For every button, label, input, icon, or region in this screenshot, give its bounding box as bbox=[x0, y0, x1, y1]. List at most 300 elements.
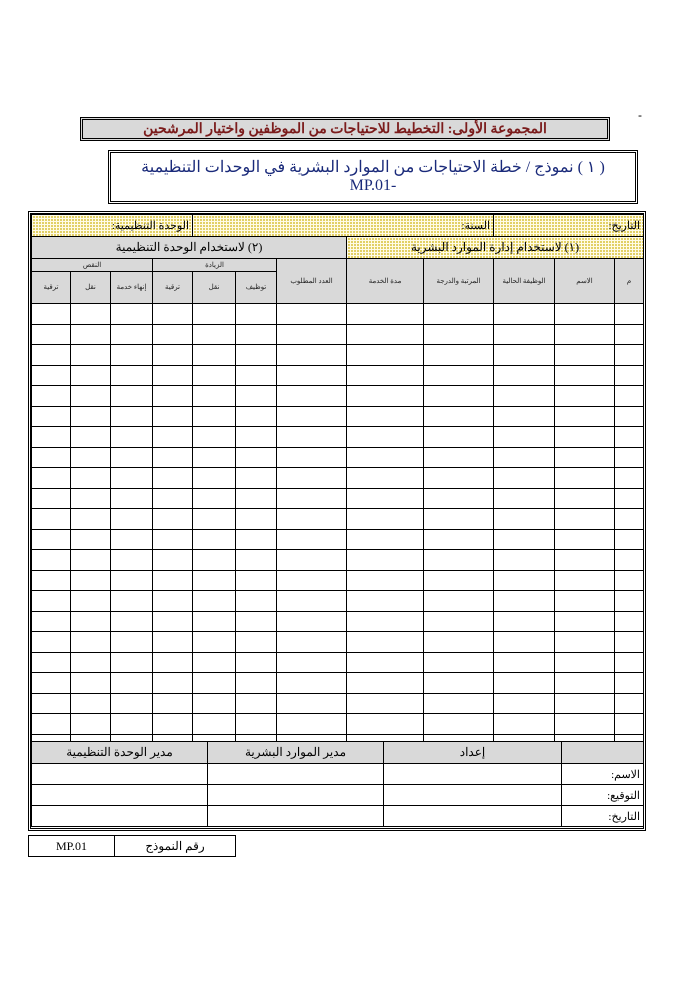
table-cell[interactable] bbox=[494, 386, 555, 407]
table-cell[interactable] bbox=[347, 570, 424, 591]
signature-cell[interactable] bbox=[32, 764, 208, 785]
table-cell[interactable] bbox=[153, 345, 193, 366]
table-cell[interactable] bbox=[193, 427, 236, 448]
table-cell[interactable] bbox=[424, 714, 494, 735]
table-cell[interactable] bbox=[494, 304, 555, 325]
table-cell[interactable] bbox=[347, 427, 424, 448]
table-cell[interactable] bbox=[277, 488, 347, 509]
unit-manager-header: مدير الوحدة التنظيمية bbox=[32, 742, 208, 764]
table-cell[interactable] bbox=[71, 304, 111, 325]
table-cell[interactable] bbox=[347, 509, 424, 530]
table-cell[interactable] bbox=[111, 570, 153, 591]
hire-header: توظيف bbox=[236, 272, 277, 304]
table-cell[interactable] bbox=[111, 324, 153, 345]
table-cell[interactable] bbox=[277, 570, 347, 591]
table-cell[interactable] bbox=[277, 550, 347, 571]
table-cell[interactable] bbox=[236, 591, 277, 612]
table-cell[interactable] bbox=[494, 406, 555, 427]
table-cell[interactable] bbox=[32, 345, 71, 366]
table-cell[interactable] bbox=[32, 529, 71, 550]
table-cell[interactable] bbox=[193, 324, 236, 345]
requirements-table bbox=[31, 214, 644, 755]
table-cell[interactable] bbox=[494, 488, 555, 509]
table-cell[interactable] bbox=[424, 468, 494, 489]
table-cell[interactable] bbox=[555, 345, 615, 366]
table-cell[interactable] bbox=[153, 693, 193, 714]
table-cell[interactable] bbox=[277, 509, 347, 530]
table-cell[interactable] bbox=[111, 673, 153, 694]
corner-dash: - bbox=[638, 108, 642, 122]
signature-cell[interactable] bbox=[208, 785, 384, 806]
table-cell[interactable] bbox=[494, 652, 555, 673]
table-cell[interactable] bbox=[153, 632, 193, 653]
table-cell[interactable] bbox=[32, 468, 71, 489]
table-cell[interactable] bbox=[32, 386, 71, 407]
table-row bbox=[32, 488, 644, 509]
table-cell[interactable] bbox=[111, 447, 153, 468]
table-cell[interactable] bbox=[111, 714, 153, 735]
table-cell[interactable] bbox=[236, 693, 277, 714]
table-row bbox=[32, 693, 644, 714]
table-cell[interactable] bbox=[71, 550, 111, 571]
table-cell[interactable] bbox=[277, 386, 347, 407]
table-cell[interactable] bbox=[347, 611, 424, 632]
table-cell[interactable] bbox=[424, 304, 494, 325]
table-cell[interactable] bbox=[193, 406, 236, 427]
year-field[interactable]: السنة: bbox=[193, 215, 494, 237]
table-cell[interactable] bbox=[615, 591, 644, 612]
table-cell[interactable] bbox=[236, 304, 277, 325]
table-cell[interactable] bbox=[111, 468, 153, 489]
table-cell[interactable] bbox=[347, 714, 424, 735]
table-cell[interactable] bbox=[277, 529, 347, 550]
table-cell[interactable] bbox=[424, 324, 494, 345]
name-label: الاسم: bbox=[562, 764, 644, 785]
table-cell[interactable] bbox=[615, 673, 644, 694]
table-row bbox=[32, 509, 644, 530]
table-cell[interactable] bbox=[236, 652, 277, 673]
table-cell[interactable] bbox=[71, 468, 111, 489]
table-cell[interactable] bbox=[236, 529, 277, 550]
table-cell[interactable] bbox=[193, 468, 236, 489]
table-cell[interactable] bbox=[555, 550, 615, 571]
table-cell[interactable] bbox=[277, 324, 347, 345]
table-cell[interactable] bbox=[615, 509, 644, 530]
table-cell[interactable] bbox=[193, 488, 236, 509]
increase-promotion-header: ترقية bbox=[153, 272, 193, 304]
header-row-1 bbox=[32, 259, 644, 272]
table-cell[interactable] bbox=[236, 488, 277, 509]
table-cell[interactable] bbox=[236, 365, 277, 386]
decrease-transfer-header: نقل bbox=[71, 272, 111, 304]
table-cell[interactable] bbox=[424, 611, 494, 632]
decrease-promotion-header: ترقية bbox=[32, 272, 71, 304]
table-cell[interactable] bbox=[153, 447, 193, 468]
table-cell[interactable] bbox=[32, 652, 71, 673]
table-cell[interactable] bbox=[193, 632, 236, 653]
table-cell[interactable] bbox=[193, 714, 236, 735]
table-cell[interactable] bbox=[494, 365, 555, 386]
table-cell[interactable] bbox=[153, 550, 193, 571]
table-cell[interactable] bbox=[71, 591, 111, 612]
table-cell[interactable] bbox=[32, 406, 71, 427]
unit-field[interactable]: الوحدة التنظيمية: bbox=[32, 215, 193, 237]
table-cell[interactable] bbox=[555, 427, 615, 448]
table-cell[interactable] bbox=[615, 611, 644, 632]
table-cell[interactable] bbox=[494, 591, 555, 612]
table-cell[interactable] bbox=[347, 529, 424, 550]
table-cell[interactable] bbox=[555, 611, 615, 632]
table-cell[interactable] bbox=[555, 324, 615, 345]
table-cell[interactable] bbox=[32, 365, 71, 386]
table-cell[interactable] bbox=[71, 611, 111, 632]
table-cell[interactable] bbox=[555, 386, 615, 407]
table-cell[interactable] bbox=[32, 673, 71, 694]
table-cell[interactable] bbox=[347, 324, 424, 345]
signature-date-row bbox=[32, 806, 644, 827]
table-cell[interactable] bbox=[615, 304, 644, 325]
table-cell[interactable] bbox=[347, 406, 424, 427]
table-cell[interactable] bbox=[193, 693, 236, 714]
table-cell[interactable] bbox=[153, 652, 193, 673]
table-cell[interactable] bbox=[347, 673, 424, 694]
table-cell[interactable] bbox=[111, 652, 153, 673]
form-subtitle bbox=[108, 150, 638, 204]
table-cell[interactable] bbox=[494, 550, 555, 571]
table-cell[interactable] bbox=[555, 365, 615, 386]
table-cell[interactable] bbox=[494, 324, 555, 345]
table-cell[interactable] bbox=[71, 345, 111, 366]
table-cell[interactable] bbox=[347, 386, 424, 407]
table-row bbox=[32, 447, 644, 468]
table-cell[interactable] bbox=[32, 693, 71, 714]
table-cell[interactable] bbox=[71, 693, 111, 714]
table-cell[interactable] bbox=[153, 611, 193, 632]
table-cell[interactable] bbox=[153, 509, 193, 530]
table-cell[interactable] bbox=[153, 304, 193, 325]
table-cell[interactable] bbox=[193, 304, 236, 325]
table-cell[interactable] bbox=[32, 611, 71, 632]
table-cell[interactable] bbox=[111, 550, 153, 571]
table-cell[interactable] bbox=[424, 386, 494, 407]
table-cell[interactable] bbox=[193, 509, 236, 530]
table-cell[interactable] bbox=[494, 509, 555, 530]
table-cell[interactable] bbox=[424, 427, 494, 448]
section-row bbox=[32, 237, 644, 259]
table-cell[interactable] bbox=[193, 591, 236, 612]
table-cell[interactable] bbox=[615, 324, 644, 345]
table-cell[interactable] bbox=[236, 386, 277, 407]
table-cell[interactable] bbox=[555, 591, 615, 612]
table-cell[interactable] bbox=[347, 488, 424, 509]
table-cell[interactable] bbox=[193, 386, 236, 407]
table-cell[interactable] bbox=[111, 386, 153, 407]
table-cell[interactable] bbox=[193, 570, 236, 591]
table-cell[interactable] bbox=[555, 693, 615, 714]
signature-cell[interactable] bbox=[32, 785, 208, 806]
table-cell[interactable] bbox=[277, 406, 347, 427]
table-cell[interactable] bbox=[111, 365, 153, 386]
table-cell[interactable] bbox=[555, 509, 615, 530]
signature-cell[interactable] bbox=[208, 764, 384, 785]
table-cell[interactable] bbox=[494, 714, 555, 735]
table-cell[interactable] bbox=[277, 693, 347, 714]
table-cell[interactable] bbox=[615, 550, 644, 571]
table-cell[interactable] bbox=[277, 652, 347, 673]
table-cell[interactable] bbox=[555, 468, 615, 489]
table-cell[interactable] bbox=[424, 693, 494, 714]
table-cell[interactable] bbox=[615, 406, 644, 427]
name-header: الاسم bbox=[555, 259, 615, 304]
table-cell[interactable] bbox=[193, 447, 236, 468]
table-cell[interactable] bbox=[494, 427, 555, 448]
table-cell[interactable] bbox=[494, 529, 555, 550]
table-cell[interactable] bbox=[424, 529, 494, 550]
table-cell[interactable] bbox=[494, 345, 555, 366]
table-cell[interactable] bbox=[111, 304, 153, 325]
form-number: MP.01 bbox=[29, 836, 115, 857]
table-cell[interactable] bbox=[193, 550, 236, 571]
table-cell[interactable] bbox=[71, 365, 111, 386]
table-cell[interactable] bbox=[193, 345, 236, 366]
signature-cell[interactable] bbox=[384, 806, 562, 827]
table-cell[interactable] bbox=[236, 509, 277, 530]
table-cell[interactable] bbox=[236, 611, 277, 632]
table-cell[interactable] bbox=[32, 714, 71, 735]
table-cell[interactable] bbox=[277, 304, 347, 325]
table-cell[interactable] bbox=[111, 632, 153, 653]
table-cell[interactable] bbox=[71, 386, 111, 407]
table-cell[interactable] bbox=[236, 714, 277, 735]
table-cell[interactable] bbox=[615, 652, 644, 673]
table-cell[interactable] bbox=[71, 324, 111, 345]
section-1-title: (١) لاستخدام إدارة الموارد البشرية bbox=[347, 237, 644, 259]
signature-corner bbox=[562, 742, 644, 764]
table-cell[interactable] bbox=[277, 611, 347, 632]
form-number-label: رقم النموذج bbox=[115, 836, 236, 857]
table-cell[interactable] bbox=[153, 570, 193, 591]
table-cell[interactable] bbox=[347, 468, 424, 489]
table-cell[interactable] bbox=[555, 488, 615, 509]
table-cell[interactable] bbox=[193, 652, 236, 673]
table-cell[interactable] bbox=[615, 570, 644, 591]
table-cell[interactable] bbox=[193, 673, 236, 694]
table-row bbox=[32, 304, 644, 325]
table-cell[interactable] bbox=[494, 468, 555, 489]
table-cell[interactable] bbox=[424, 488, 494, 509]
table-cell[interactable] bbox=[277, 365, 347, 386]
page-title: المجموعة الأولى: التخطيط للاحتياجات من الموظفين واختيار المرشحين bbox=[80, 117, 610, 141]
table-cell[interactable] bbox=[494, 693, 555, 714]
table-cell[interactable] bbox=[111, 693, 153, 714]
table-cell[interactable] bbox=[494, 611, 555, 632]
table-cell[interactable] bbox=[111, 611, 153, 632]
table-cell[interactable] bbox=[424, 406, 494, 427]
table-cell[interactable] bbox=[615, 632, 644, 653]
table-cell[interactable] bbox=[615, 529, 644, 550]
table-cell[interactable] bbox=[494, 447, 555, 468]
table-cell[interactable] bbox=[494, 632, 555, 653]
table-cell[interactable] bbox=[236, 632, 277, 653]
table-cell[interactable] bbox=[71, 427, 111, 448]
subtitle-line-1: ( ١ ) نموذج / خطة الاحتياجات من الموارد البشرية في الوحدات التنظيمية bbox=[141, 159, 605, 176]
table-cell[interactable] bbox=[32, 488, 71, 509]
table-cell[interactable] bbox=[71, 447, 111, 468]
table-cell[interactable] bbox=[236, 447, 277, 468]
table-cell[interactable] bbox=[32, 632, 71, 653]
table-cell[interactable] bbox=[153, 714, 193, 735]
table-cell[interactable] bbox=[153, 529, 193, 550]
signature-table bbox=[31, 741, 644, 827]
table-cell[interactable] bbox=[424, 345, 494, 366]
table-cell[interactable] bbox=[347, 550, 424, 571]
table-cell[interactable] bbox=[615, 386, 644, 407]
table-cell[interactable] bbox=[111, 427, 153, 448]
table-cell[interactable] bbox=[111, 591, 153, 612]
table-cell[interactable] bbox=[615, 468, 644, 489]
table-cell[interactable] bbox=[615, 427, 644, 448]
table-cell[interactable] bbox=[71, 714, 111, 735]
table-cell[interactable] bbox=[277, 427, 347, 448]
table-cell[interactable] bbox=[424, 632, 494, 653]
signature-header-row bbox=[32, 742, 644, 764]
table-cell[interactable] bbox=[424, 550, 494, 571]
table-cell[interactable] bbox=[32, 550, 71, 571]
table-cell[interactable] bbox=[347, 652, 424, 673]
table-cell[interactable] bbox=[277, 447, 347, 468]
table-cell[interactable] bbox=[615, 488, 644, 509]
table-cell[interactable] bbox=[424, 365, 494, 386]
table-cell[interactable] bbox=[153, 365, 193, 386]
table-cell[interactable] bbox=[494, 673, 555, 694]
table-cell[interactable] bbox=[193, 365, 236, 386]
increase-transfer-header: نقل bbox=[193, 272, 236, 304]
table-cell[interactable] bbox=[193, 529, 236, 550]
table-cell[interactable] bbox=[555, 632, 615, 653]
table-cell[interactable] bbox=[236, 345, 277, 366]
table-cell[interactable] bbox=[555, 652, 615, 673]
table-cell[interactable] bbox=[111, 406, 153, 427]
grade-header: المرتبة والدرجة bbox=[424, 259, 494, 304]
table-cell[interactable] bbox=[347, 345, 424, 366]
table-cell[interactable] bbox=[236, 324, 277, 345]
table-cell[interactable] bbox=[555, 714, 615, 735]
date-label: التاريخ: bbox=[562, 806, 644, 827]
table-cell[interactable] bbox=[32, 447, 71, 468]
table-cell[interactable] bbox=[71, 570, 111, 591]
table-cell[interactable] bbox=[153, 673, 193, 694]
signature-cell[interactable] bbox=[208, 806, 384, 827]
table-cell[interactable] bbox=[193, 611, 236, 632]
table-cell[interactable] bbox=[153, 427, 193, 448]
table-cell[interactable] bbox=[32, 324, 71, 345]
table-cell[interactable] bbox=[555, 406, 615, 427]
table-cell[interactable] bbox=[424, 509, 494, 530]
date-field[interactable]: التاريخ: bbox=[494, 215, 644, 237]
table-cell[interactable] bbox=[71, 406, 111, 427]
meta-row bbox=[32, 215, 644, 237]
table-cell[interactable] bbox=[71, 632, 111, 653]
table-cell[interactable] bbox=[236, 673, 277, 694]
table-cell[interactable] bbox=[32, 509, 71, 530]
table-cell[interactable] bbox=[71, 509, 111, 530]
table-cell[interactable] bbox=[32, 570, 71, 591]
table-cell[interactable] bbox=[32, 427, 71, 448]
table-cell[interactable] bbox=[615, 345, 644, 366]
table-row bbox=[32, 673, 644, 694]
table-cell[interactable] bbox=[236, 427, 277, 448]
table-row bbox=[32, 632, 644, 653]
table-cell[interactable] bbox=[153, 324, 193, 345]
table-cell[interactable] bbox=[111, 529, 153, 550]
table-cell[interactable] bbox=[71, 529, 111, 550]
table-cell[interactable] bbox=[347, 632, 424, 653]
table-cell[interactable] bbox=[277, 632, 347, 653]
table-cell[interactable] bbox=[71, 673, 111, 694]
table-cell[interactable] bbox=[236, 550, 277, 571]
table-cell[interactable] bbox=[277, 345, 347, 366]
table-cell[interactable] bbox=[153, 406, 193, 427]
table-cell[interactable] bbox=[615, 693, 644, 714]
table-cell[interactable] bbox=[347, 693, 424, 714]
table-cell[interactable] bbox=[277, 591, 347, 612]
table-cell[interactable] bbox=[111, 509, 153, 530]
table-cell[interactable] bbox=[615, 447, 644, 468]
table-cell[interactable] bbox=[71, 652, 111, 673]
table-cell[interactable] bbox=[347, 304, 424, 325]
table-cell[interactable] bbox=[615, 365, 644, 386]
table-cell[interactable] bbox=[277, 673, 347, 694]
table-cell[interactable] bbox=[277, 714, 347, 735]
table-cell[interactable] bbox=[424, 673, 494, 694]
table-cell[interactable] bbox=[153, 488, 193, 509]
table-cell[interactable] bbox=[555, 529, 615, 550]
table-row bbox=[32, 529, 644, 550]
table-cell[interactable] bbox=[424, 570, 494, 591]
table-cell[interactable] bbox=[555, 304, 615, 325]
table-cell[interactable] bbox=[153, 591, 193, 612]
table-cell[interactable] bbox=[555, 673, 615, 694]
table-cell[interactable] bbox=[236, 406, 277, 427]
table-cell[interactable] bbox=[111, 345, 153, 366]
table-cell[interactable] bbox=[32, 304, 71, 325]
table-row bbox=[32, 324, 644, 345]
table-cell[interactable] bbox=[32, 591, 71, 612]
table-cell[interactable] bbox=[277, 468, 347, 489]
table-cell[interactable] bbox=[347, 365, 424, 386]
table-cell[interactable] bbox=[424, 652, 494, 673]
table-cell[interactable] bbox=[555, 570, 615, 591]
table-cell[interactable] bbox=[153, 386, 193, 407]
table-cell[interactable] bbox=[111, 488, 153, 509]
table-cell[interactable] bbox=[236, 570, 277, 591]
table-cell[interactable] bbox=[347, 591, 424, 612]
table-cell[interactable] bbox=[615, 714, 644, 735]
table-cell[interactable] bbox=[347, 447, 424, 468]
table-cell[interactable] bbox=[236, 468, 277, 489]
table-cell[interactable] bbox=[555, 447, 615, 468]
signature-cell[interactable] bbox=[384, 764, 562, 785]
table-cell[interactable] bbox=[424, 447, 494, 468]
table-cell[interactable] bbox=[424, 591, 494, 612]
table-cell[interactable] bbox=[71, 488, 111, 509]
table-cell[interactable] bbox=[494, 570, 555, 591]
form-number-box bbox=[28, 835, 236, 857]
table-cell[interactable] bbox=[153, 468, 193, 489]
table-row bbox=[32, 468, 644, 489]
signature-cell[interactable] bbox=[384, 785, 562, 806]
signature-cell[interactable] bbox=[32, 806, 208, 827]
